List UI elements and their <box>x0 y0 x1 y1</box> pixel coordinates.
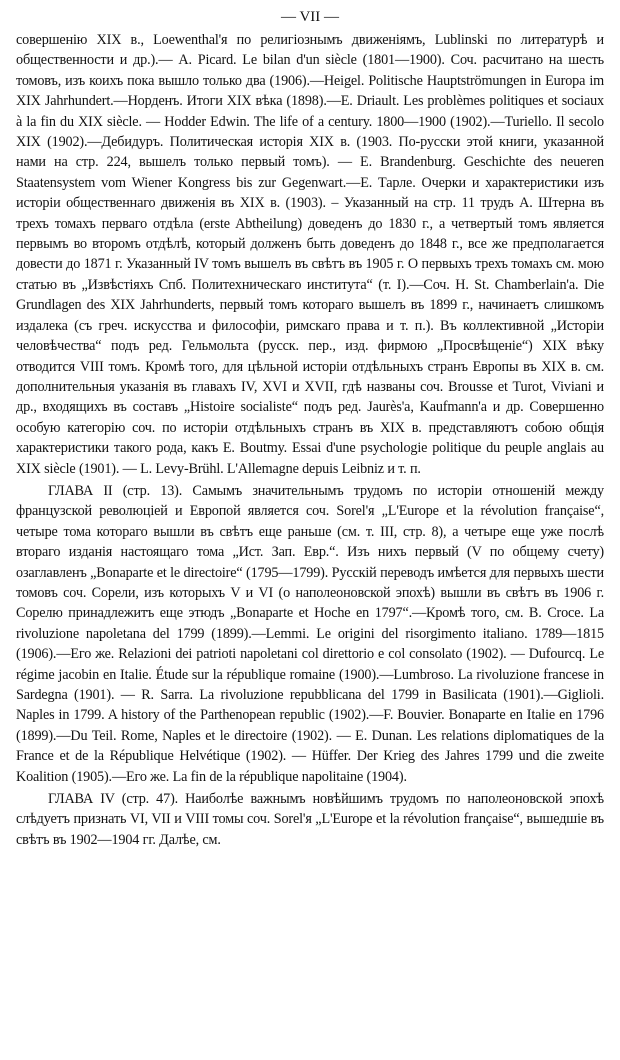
page-number: — VII — <box>280 9 340 25</box>
bibliography-paragraph-continued: совершенію XIX в., Loewenthal'я по религіознымъ движеніямъ, Lublinski по литературѣ и общественности и др.).— A. Picard. Le bilan d'un siècle (1801—1900). Соч. расчитано на шесть томовъ, изъ коихъ пока вышло только два (1906).—Heigel. Politische Hauptströmungen in Europa im XIX Jahrhundert.—Норденъ. Итоги XIX вѣка (1898).—E. Driault. Les problèmes politiques et sociaux à la fin du XIX siècle. — Hodder Edwin. The life of a century. 1800—1900 (1902).—Turiello. Il secolo XIX (1902).—Дебидуръ. Политическая исторія XIX в. (1903. По-русски этой книги, указанной нами на стр. 224, вышелъ только первый томъ). — E. Brandenburg. Geschichte des neueren Staatensystem vom Wiener Kongress bis zur Gegenwart.—E. Тарле. Очерки и характеристики изъ исторіи общественнаго движенія въ XIX в. (1903). – Указанный на стр. 11 трудъ A. Штерна въ трехъ томахъ перваго отдѣла (erste Abtheilung) доведенъ до 1830 г., а четвертый томъ является первымъ во второмъ отдѣлѣ, который долженъ быть доведенъ до 1848 г., все же предполагается довести до 1871 г. Указанный IV томъ вышелъ въ свѣтъ въ 1905 г. О первыхъ трехъ томахъ см. мою статью въ „Извѣстіяхъ Спб. Политехническаго института“ (т. I).—Соч. H. St. Chamberlain'a. Die Grundlagen des XIX Jahrhunderts, первый томъ котораго вышелъ въ 1899 г., начинаетъ слишкомъ издалека (съ греч. искусства и философіи, римскаго права и т. п.). Въ коллективной „Исторіи человѣчества“ подъ ред. Гельмольта (русск. пер., изд. фирмою „Просвѣщеніе“) XIX вѣку отводится VIII томъ. Кромѣ того, для цѣльной исторіи отдѣльныхъ странъ Европы въ XIX в. см. дополнительныя указанія въ главахъ IV, XVI и XVII, гдѣ названы соч. Brousse et Turot, Viviani и др., входящихъ въ составъ „Histoire socialiste“ подъ ред. Jaurès'a, Kaufmann'a и др. Совершенно особую категорію соч. по исторіи отдѣльныхъ странъ въ XIX в. представляютъ собою общія характеристики такого рода, какъ E. Boutmy. Essai d'une psychologie politique du peuple anglais au XIX siècle (1901). — L. Levy-Brühl. L'Allemagne depuis Leibniz и т. п. <box>16 32 604 477</box>
chapter-2-paragraph: ГЛАВА II (стр. 13). Самымъ значительнымъ трудомъ по исторіи отношеній между французской революціей и Европой является соч. Sorel'я „L'Europe et la révolution française“, четыре тома котораго вышли въ свѣтъ еще раньше (см. т. III, стр. 8), а четыре еще уже послѣ втораго изданія настоящаго тома „Ист. Зап. Евр.“. Изъ нихъ первый (V по общему счету) озаглавленъ „Bonaparte et le directoire“ (1795—1799). Русскій переводъ имѣется для первыхъ шести томовъ соч. Сорели, изъ которыхъ V и VI (о наполеоновской эпохѣ) вышли въ свѣтъ въ 1906 г. Сорелю принадлежитъ еще этюдъ „Bonaparte et Hoche en 1797“.—Кромѣ того, см. B. Croce. La rivoluzione napoletana del 1799 (1899).—Lemmi. Le origini del risorgimento italiano. 1789—1815 (1906).—Его же. Relazioni dei patrioti napoletani col direttorio e col consolato (1902). — Dufourcq. Le régime jacobin en Italie. Étude sur la république romaine (1900).—Lumbroso. La rivoluzione francese in Sardegna (1901). — R. Sarra. La rivoluzione repubblicana del 1799 in Basilicata (1901).—Giglioli. Naples in 1799. A history of the Parthenopean republic (1902).—F. Bouvier. Bonaparte en Italie en 1796 (1899).—Du Teil. Rome, Naples et le directoire (1902). — E. Dunan. Les relations diplomatiques de la France et de la République Helvétique (1902). — Hüffer. Der Krieg des Jahres 1799 und die zweite Koalition (1905).—Его же. La fin de la république napolitaine (1904). <box>16 482 604 785</box>
chapter-4-paragraph: ГЛАВА IV (стр. 47). Наиболѣе важнымъ новѣйшимъ трудомъ по наполеоновской эпохѣ слѣдуетъ признать VI, VII и VIII томы соч. Sorel'я „L'Europe et la révolution française“, вышедшіе въ свѣтъ въ 1902—1904 гг. Далѣе, см. <box>16 791 604 848</box>
